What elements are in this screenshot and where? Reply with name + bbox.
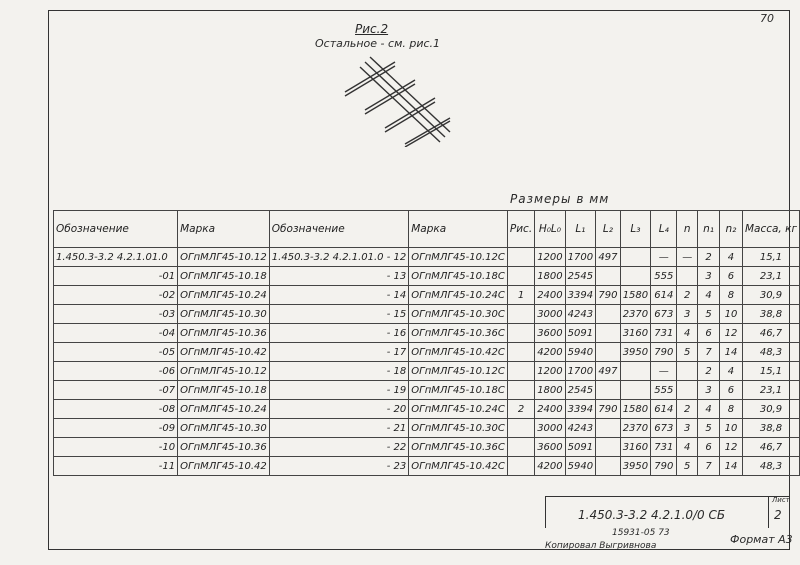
table-cell: 555 <box>651 267 677 286</box>
table-cell: 5 <box>677 343 698 362</box>
table-cell: 4200 <box>535 343 565 362</box>
table-cell: ОГпМЛГ45-10.30 <box>178 305 270 324</box>
table-cell: -07 <box>54 381 178 400</box>
table-cell: 6 <box>697 324 719 343</box>
table-cell <box>596 419 621 438</box>
table-header-cell: Обозначение <box>269 211 408 248</box>
table-cell: 15,1 <box>742 362 799 381</box>
table-cell: 10 <box>720 305 743 324</box>
table-cell: -06 <box>54 362 178 381</box>
table-cell <box>596 343 621 362</box>
table-cell <box>596 438 621 457</box>
table-cell: -04 <box>54 324 178 343</box>
table-cell: -03 <box>54 305 178 324</box>
table-cell: ОГпМЛГ45-10.42 <box>178 343 270 362</box>
table-cell: ОГпМЛГ45-10.12 <box>178 248 270 267</box>
table-header-cell: H₀L₀ <box>535 211 565 248</box>
table-cell: 30,9 <box>742 286 799 305</box>
table-cell: 3 <box>697 381 719 400</box>
table-cell: 1700 <box>565 248 595 267</box>
table-cell <box>507 305 534 324</box>
table-cell: ОГпМЛГ45-10.36 <box>178 324 270 343</box>
table-cell: 2 <box>677 400 698 419</box>
table-cell: 1580 <box>620 400 650 419</box>
table-cell: -05 <box>54 343 178 362</box>
table-cell: 12 <box>720 438 743 457</box>
table-cell: 4243 <box>565 419 595 438</box>
figure-title: Рис.2 <box>355 22 389 36</box>
table-row <box>54 305 800 324</box>
table-cell: 30,9 <box>742 400 799 419</box>
table-cell: ОГпМЛГ45-10.18 <box>178 267 270 286</box>
table-cell: 497 <box>596 362 621 381</box>
table-cell: 790 <box>596 286 621 305</box>
table-row <box>54 362 800 381</box>
table-cell: 497 <box>596 248 621 267</box>
table-header-cell: Обозначение <box>54 211 178 248</box>
table-cell: 5 <box>677 457 698 476</box>
table-cell: 4 <box>720 362 743 381</box>
table-header-cell: n₁ <box>697 211 719 248</box>
table-cell: 1700 <box>565 362 595 381</box>
table-cell: 2370 <box>620 419 650 438</box>
table-cell: 3160 <box>620 324 650 343</box>
table-cell <box>596 381 621 400</box>
table-cell: 7 <box>697 457 719 476</box>
table-cell: 3394 <box>565 286 595 305</box>
table-cell: 8 <box>720 400 743 419</box>
table-cell: - 18 <box>269 362 408 381</box>
corner-number: 70 <box>760 12 774 25</box>
table-cell: 6 <box>720 381 743 400</box>
table-cell <box>507 457 534 476</box>
table-cell: - 19 <box>269 381 408 400</box>
table-row <box>54 248 800 267</box>
table-cell: 4 <box>720 248 743 267</box>
table-cell: ОГпМЛГ45-10.12 <box>178 362 270 381</box>
table-header-cell: n <box>677 211 698 248</box>
table-cell: -01 <box>54 267 178 286</box>
table-cell: 1800 <box>535 267 565 286</box>
table-cell: 2370 <box>620 305 650 324</box>
table-cell: 12 <box>720 324 743 343</box>
table-cell: 5940 <box>565 343 595 362</box>
table-cell <box>677 381 698 400</box>
table-cell: -02 <box>54 286 178 305</box>
table-cell <box>596 305 621 324</box>
table-cell <box>507 438 534 457</box>
table-cell: 4 <box>677 438 698 457</box>
table-cell <box>620 381 650 400</box>
table-cell: 673 <box>651 305 677 324</box>
table-cell: 3950 <box>620 457 650 476</box>
table-cell: 2 <box>697 248 719 267</box>
table-cell: 23,1 <box>742 267 799 286</box>
table-cell: ОГпМЛГ45-10.30С <box>409 305 508 324</box>
table-cell: 10 <box>720 419 743 438</box>
table-cell: ОГпМЛГ45-10.24С <box>409 400 508 419</box>
table-row <box>54 324 800 343</box>
table-cell: 1200 <box>535 362 565 381</box>
table-header-row <box>54 211 800 248</box>
table-cell <box>507 248 534 267</box>
table-row <box>54 343 800 362</box>
table-cell: 15,1 <box>742 248 799 267</box>
table-row <box>54 381 800 400</box>
table-cell <box>507 381 534 400</box>
table-cell: ОГпМЛГ45-10.18С <box>409 381 508 400</box>
table-cell: 731 <box>651 438 677 457</box>
table-cell: 3000 <box>535 305 565 324</box>
table-cell: 46,7 <box>742 438 799 457</box>
table-cell: — <box>651 362 677 381</box>
table-header-cell: L₂ <box>596 211 621 248</box>
table-cell: 4243 <box>565 305 595 324</box>
table-cell: ОГпМЛГ45-10.24 <box>178 286 270 305</box>
copied-by: Копировал Выгривнова <box>545 541 657 551</box>
table-cell: 2545 <box>565 381 595 400</box>
table-cell: 1.450.3-3.2 4.2.1.01.0 - 12 <box>269 248 408 267</box>
table-cell: 2400 <box>535 400 565 419</box>
table-cell: 2545 <box>565 267 595 286</box>
table-cell: 3600 <box>535 324 565 343</box>
table-cell: 23,1 <box>742 381 799 400</box>
table-cell: 1800 <box>535 381 565 400</box>
table-cell: 2 <box>507 400 534 419</box>
table-header-cell: L₄ <box>651 211 677 248</box>
table-cell: 14 <box>720 457 743 476</box>
table-cell: 1580 <box>620 286 650 305</box>
table-cell <box>596 324 621 343</box>
table-cell: 673 <box>651 419 677 438</box>
table-cell: -08 <box>54 400 178 419</box>
table-row <box>54 400 800 419</box>
table-cell: — <box>677 248 698 267</box>
table-cell: ОГпМЛГ45-10.42 <box>178 457 270 476</box>
table-header-cell: Марка <box>178 211 270 248</box>
table-cell: ОГпМЛГ45-10.12С <box>409 248 508 267</box>
table-cell <box>620 267 650 286</box>
table-cell: 5091 <box>565 438 595 457</box>
table-cell: -10 <box>54 438 178 457</box>
table-cell <box>507 362 534 381</box>
table-cell <box>596 267 621 286</box>
table-cell: 2 <box>677 286 698 305</box>
table-cell: 614 <box>651 286 677 305</box>
table-cell: 6 <box>720 267 743 286</box>
table-cell: ОГпМЛГ45-10.12С <box>409 362 508 381</box>
table-cell: 1200 <box>535 248 565 267</box>
table-cell <box>507 267 534 286</box>
table-cell: - 14 <box>269 286 408 305</box>
table-header-cell: Марка <box>409 211 508 248</box>
ladder-drawing <box>340 52 460 147</box>
table-cell: ОГпМЛГ45-10.36С <box>409 438 508 457</box>
table-cell: 4 <box>677 324 698 343</box>
table-cell: ОГпМЛГ45-10.24 <box>178 400 270 419</box>
table-cell: 4 <box>697 400 719 419</box>
table-cell <box>596 457 621 476</box>
table-cell: 2400 <box>535 286 565 305</box>
table-cell: 3160 <box>620 438 650 457</box>
table-cell: 790 <box>651 343 677 362</box>
table-cell: — <box>651 248 677 267</box>
table-cell: 790 <box>596 400 621 419</box>
table-cell: 48,3 <box>742 457 799 476</box>
table-cell: 3600 <box>535 438 565 457</box>
table-cell: ОГпМЛГ45-10.30С <box>409 419 508 438</box>
table-cell: 4200 <box>535 457 565 476</box>
table-cell: 4 <box>697 286 719 305</box>
table-cell: 5 <box>697 305 719 324</box>
table-cell <box>620 362 650 381</box>
table-cell: 3 <box>677 305 698 324</box>
table-row <box>54 419 800 438</box>
table-header-cell: L₃ <box>620 211 650 248</box>
table-cell: ОГпМЛГ45-10.42С <box>409 457 508 476</box>
table-cell: 3000 <box>535 419 565 438</box>
table-header-cell: Рис. <box>507 211 534 248</box>
table-cell: - 15 <box>269 305 408 324</box>
table-cell: ОГпМЛГ45-10.18С <box>409 267 508 286</box>
table-cell: - 21 <box>269 419 408 438</box>
table-cell <box>677 362 698 381</box>
table-cell: 46,7 <box>742 324 799 343</box>
table-cell: 14 <box>720 343 743 362</box>
table-cell <box>507 324 534 343</box>
table-cell: 38,8 <box>742 419 799 438</box>
table-cell: ОГпМЛГ45-10.36С <box>409 324 508 343</box>
table-cell: - 22 <box>269 438 408 457</box>
table-header-cell: n₂ <box>720 211 743 248</box>
table-cell <box>677 267 698 286</box>
table-cell: ОГпМЛГ45-10.36 <box>178 438 270 457</box>
document-code: 1.450.3-3.2 4.2.1.0/0 СБ <box>578 508 726 522</box>
table-cell: 731 <box>651 324 677 343</box>
table-cell: -11 <box>54 457 178 476</box>
table-cell: - 17 <box>269 343 408 362</box>
table-cell: 5940 <box>565 457 595 476</box>
table-cell: 48,3 <box>742 343 799 362</box>
table-cell: -09 <box>54 419 178 438</box>
table-row <box>54 267 800 286</box>
specification-table <box>53 210 800 476</box>
sheet-label: Лист <box>772 496 790 504</box>
table-cell: 6 <box>697 438 719 457</box>
figure-subtitle: Остальное - см. рис.1 <box>315 37 441 50</box>
table-cell: 3 <box>697 267 719 286</box>
table-cell: 1.450.3-3.2 4.2.1.01.0 <box>54 248 178 267</box>
table-cell: 1 <box>507 286 534 305</box>
table-cell <box>507 419 534 438</box>
table-cell: ОГпМЛГ45-10.42С <box>409 343 508 362</box>
table-cell: 38,8 <box>742 305 799 324</box>
table-row <box>54 286 800 305</box>
table-cell: - 23 <box>269 457 408 476</box>
table-cell: ОГпМЛГ45-10.18 <box>178 381 270 400</box>
table-row <box>54 457 800 476</box>
table-header-cell: L₁ <box>565 211 595 248</box>
table-cell: 3394 <box>565 400 595 419</box>
table-cell: ОГпМЛГ45-10.24С <box>409 286 508 305</box>
table-cell <box>620 248 650 267</box>
table-cell: 7 <box>697 343 719 362</box>
table-cell: - 20 <box>269 400 408 419</box>
table-cell: ОГпМЛГ45-10.30 <box>178 419 270 438</box>
table-cell: 3950 <box>620 343 650 362</box>
dimensions-title: Размеры в мм <box>510 192 610 206</box>
archive-stamp: 15931-05 73 <box>612 528 670 538</box>
table-cell: 8 <box>720 286 743 305</box>
table-row <box>54 438 800 457</box>
sheet-number: 2 <box>774 508 782 522</box>
table-cell: - 13 <box>269 267 408 286</box>
table-cell: - 16 <box>269 324 408 343</box>
table-cell: 5091 <box>565 324 595 343</box>
table-cell: 555 <box>651 381 677 400</box>
table-cell: 5 <box>697 419 719 438</box>
table-cell: 614 <box>651 400 677 419</box>
table-cell: 3 <box>677 419 698 438</box>
table-header-cell: Масса, кг <box>742 211 799 248</box>
table-cell <box>507 343 534 362</box>
table-cell: 790 <box>651 457 677 476</box>
format-label: Формат А3 <box>730 533 793 546</box>
table-cell: 2 <box>697 362 719 381</box>
